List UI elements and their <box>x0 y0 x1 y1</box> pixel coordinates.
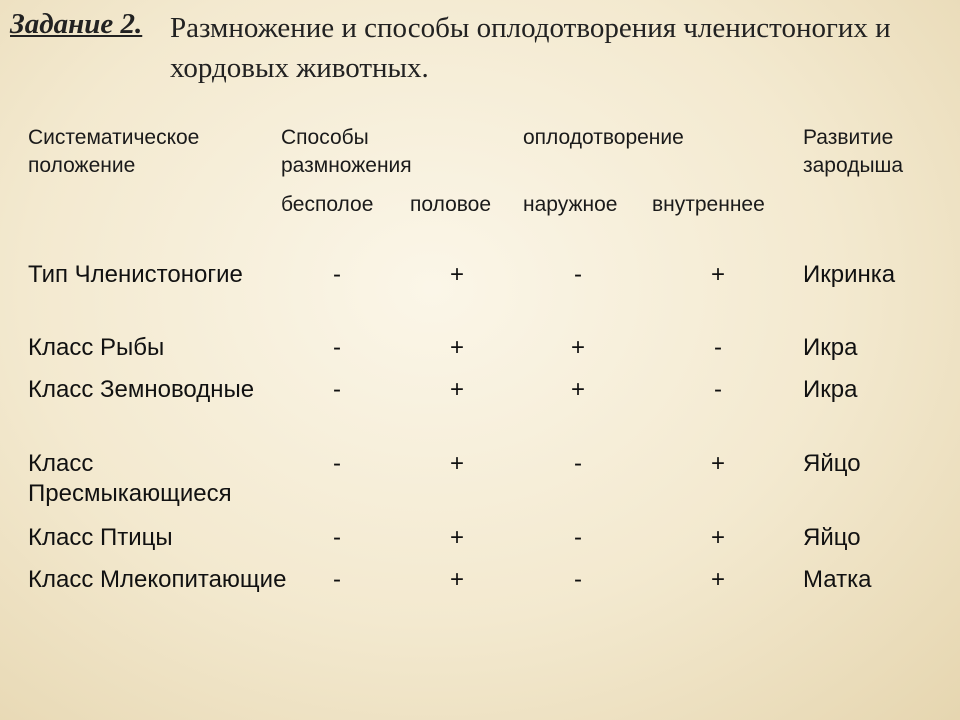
task-label: Задание 2. <box>10 8 143 40</box>
header-reproduction: Способы размножения <box>281 126 412 177</box>
cell-development: Яйцо <box>803 524 861 551</box>
cell-asexual: - <box>333 261 341 288</box>
subheader-internal: внутреннее <box>652 193 765 216</box>
cell-development: Икра <box>803 376 858 403</box>
cell-asexual: - <box>333 450 341 477</box>
cell-external: + <box>570 376 585 403</box>
row-name: Класс Птицы <box>28 524 173 551</box>
cell-development: Икринка <box>803 261 896 288</box>
cell-asexual: - <box>333 376 341 403</box>
cell-internal: + <box>710 566 725 593</box>
cell-external: - <box>574 524 582 551</box>
row-name: Класс Земноводные <box>28 376 255 403</box>
cell-development: Яйцо <box>803 450 861 477</box>
cell-external: + <box>570 334 585 361</box>
cell-external: - <box>574 450 582 477</box>
cell-sexual: + <box>449 261 464 288</box>
cell-sexual: + <box>449 376 464 403</box>
header-systematic: Систематическое положение <box>28 126 200 177</box>
cell-sexual: + <box>449 334 464 361</box>
cell-sexual: + <box>449 450 464 477</box>
cell-development: Икра <box>803 334 858 361</box>
cell-sexual: + <box>449 566 464 593</box>
table-row <box>0 449 960 529</box>
header-development: Развитие зародыша <box>803 126 904 177</box>
row-name: Класс Млекопитающие <box>28 566 287 593</box>
cell-internal: + <box>710 524 725 551</box>
header-fertilization: оплодотворение <box>523 126 684 149</box>
cell-internal: + <box>710 450 725 477</box>
row-name: Класс Пресмыкающиеся <box>28 450 232 507</box>
cell-asexual: - <box>333 334 341 361</box>
task-title: Размножение и способы оплодотворения членистоногих и хордовых животных. <box>170 12 891 84</box>
cell-sexual: + <box>449 524 464 551</box>
row-name: Класс Рыбы <box>28 334 165 361</box>
cell-internal: + <box>710 261 725 288</box>
table-row <box>0 565 960 645</box>
subheader-sexual: половое <box>410 193 492 216</box>
subheader-external: наружное <box>523 193 618 216</box>
subheader-asexual: бесполое <box>281 193 374 216</box>
cell-asexual: - <box>333 566 341 593</box>
table-row <box>0 375 960 455</box>
cell-external: - <box>574 261 582 288</box>
table-row <box>0 260 960 340</box>
cell-internal: - <box>714 334 722 361</box>
cell-external: - <box>574 566 582 593</box>
cell-development: Матка <box>803 566 872 593</box>
cell-internal: - <box>714 376 722 403</box>
row-name: Тип Членистоногие <box>28 261 243 288</box>
cell-asexual: - <box>333 524 341 551</box>
